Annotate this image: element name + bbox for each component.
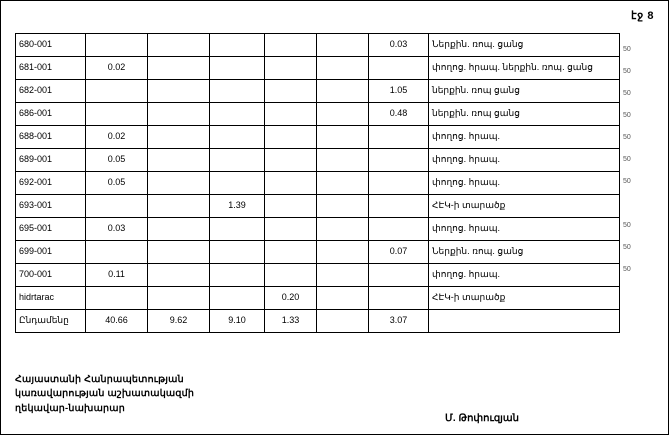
cell-code: 680-001	[16, 34, 86, 57]
cell-v6	[369, 195, 429, 218]
cell-v1	[86, 103, 148, 126]
cell-v1	[86, 241, 148, 264]
cell-v3	[210, 103, 265, 126]
land-registry-table-wrapper	[15, 33, 639, 358]
cell-v5	[317, 172, 369, 195]
cell-v4: 1.33	[265, 310, 317, 333]
cell-v3	[210, 172, 265, 195]
cell-v5	[317, 80, 369, 103]
cell-v1: 0.05	[86, 149, 148, 172]
cell-v2	[148, 264, 210, 287]
cell-v6	[369, 126, 429, 149]
cell-code: 681-001	[16, 57, 86, 80]
cell-v3	[210, 34, 265, 57]
cell-v1: 0.05	[86, 172, 148, 195]
edge-mark: 50	[623, 90, 631, 97]
cell-code: 693-001	[16, 195, 86, 218]
cell-v2	[148, 126, 210, 149]
cell-v1: 0.03	[86, 218, 148, 241]
cell-v1: 0.11	[86, 264, 148, 287]
table-row	[16, 172, 620, 195]
cell-v4	[265, 126, 317, 149]
cell-v6: 0.03	[369, 34, 429, 57]
cell-v6: 1.05	[369, 80, 429, 103]
edge-mark: 50	[623, 134, 631, 141]
cell-v4: 0.20	[265, 287, 317, 310]
cell-v6	[369, 218, 429, 241]
cell-code: 688-001	[16, 126, 86, 149]
table-row	[16, 218, 620, 241]
cell-v6	[369, 264, 429, 287]
cell-v3	[210, 287, 265, 310]
cell-code: 700-001	[16, 264, 86, 287]
cell-v5	[317, 264, 369, 287]
right-edge-marks	[623, 33, 653, 333]
cell-v6	[369, 149, 429, 172]
table-row	[16, 241, 620, 264]
cell-v2	[148, 149, 210, 172]
cell-code: 699-001	[16, 241, 86, 264]
document-footer	[15, 373, 655, 424]
cell-note: փողոց. հրապ.	[429, 172, 620, 195]
cell-code: 689-001	[16, 149, 86, 172]
cell-v5	[317, 241, 369, 264]
table-row	[16, 126, 620, 149]
signing-organization-line: Հայաստանի Հանրապետության	[15, 374, 184, 385]
land-registry-table	[15, 33, 620, 333]
cell-code: Ընդամենը	[16, 310, 86, 333]
signing-organization	[15, 373, 655, 416]
cell-v3	[210, 264, 265, 287]
cell-v5	[317, 57, 369, 80]
cell-note: փողոց. հրապ. ներքին. ռոպ. ցանց	[429, 57, 620, 80]
table-row	[16, 195, 620, 218]
cell-note: փողոց. հրապ.	[429, 218, 620, 241]
cell-v5	[317, 287, 369, 310]
table-row	[16, 149, 620, 172]
cell-v2	[148, 287, 210, 310]
cell-v2	[148, 103, 210, 126]
cell-v4	[265, 80, 317, 103]
edge-mark: 50	[623, 178, 631, 185]
cell-note	[429, 310, 620, 333]
cell-v2	[148, 195, 210, 218]
cell-note: Ներքին. ռոպ. ցանց	[429, 241, 620, 264]
cell-code: 692-001	[16, 172, 86, 195]
cell-code: hidrtarac	[16, 287, 86, 310]
cell-v1: 0.02	[86, 126, 148, 149]
cell-note: Ներքին. ռոպ. ցանց	[429, 34, 620, 57]
cell-v2	[148, 218, 210, 241]
cell-v4	[265, 103, 317, 126]
table-row	[16, 34, 620, 57]
cell-v4	[265, 172, 317, 195]
cell-code: 695-001	[16, 218, 86, 241]
cell-v3: 9.10	[210, 310, 265, 333]
cell-v4	[265, 57, 317, 80]
cell-v1	[86, 195, 148, 218]
signing-organization-line: կառավարության աշխատակազմի	[15, 388, 195, 400]
cell-v3: 1.39	[210, 195, 265, 218]
cell-note: ՀԷԿ-ի տարածք	[429, 195, 620, 218]
cell-v4	[265, 149, 317, 172]
cell-v2	[148, 34, 210, 57]
cell-note: ներքին. ռոպ ցանց	[429, 80, 620, 103]
cell-v4	[265, 264, 317, 287]
cell-v3	[210, 218, 265, 241]
cell-v2: 9.62	[148, 310, 210, 333]
cell-code: 682-001	[16, 80, 86, 103]
table-row	[16, 287, 620, 310]
cell-note: փողոց. հրապ.	[429, 264, 620, 287]
cell-v2	[148, 80, 210, 103]
cell-v2	[148, 241, 210, 264]
cell-v3	[210, 241, 265, 264]
edge-mark: 50	[623, 266, 631, 273]
cell-v5	[317, 310, 369, 333]
cell-v6: 3.07	[369, 310, 429, 333]
cell-v3	[210, 149, 265, 172]
cell-v1	[86, 80, 148, 103]
table-row	[16, 80, 620, 103]
table-row	[16, 264, 620, 287]
cell-v6	[369, 57, 429, 80]
cell-code: 686-001	[16, 103, 86, 126]
edge-mark: 50	[623, 112, 631, 119]
cell-v6	[369, 172, 429, 195]
edge-mark: 50	[623, 244, 631, 251]
cell-v2	[148, 57, 210, 80]
cell-v6	[369, 287, 429, 310]
cell-v3	[210, 80, 265, 103]
cell-v5	[317, 103, 369, 126]
cell-v4	[265, 34, 317, 57]
cell-note: փողոց. հրապ.	[429, 126, 620, 149]
cell-v5	[317, 149, 369, 172]
cell-v1	[86, 34, 148, 57]
cell-v2	[148, 172, 210, 195]
edge-mark: 50	[623, 68, 631, 75]
page-number-label: էջ 8	[631, 10, 654, 22]
cell-v6: 0.48	[369, 103, 429, 126]
edge-mark: 50	[623, 46, 631, 53]
cell-note: ներքին. ռոպ ցանց	[429, 103, 620, 126]
table-row	[16, 103, 620, 126]
table-row	[16, 57, 620, 80]
cell-v4	[265, 195, 317, 218]
cell-v3	[210, 126, 265, 149]
edge-mark: 50	[623, 222, 631, 229]
table-total-row	[16, 310, 620, 333]
cell-note: ՀԷԿ-ի տարածք	[429, 287, 620, 310]
signing-organization-line: ղեկավար-նախարար	[15, 402, 125, 414]
cell-v1: 0.02	[86, 57, 148, 80]
cell-v1	[86, 287, 148, 310]
cell-note: փողոց. հրապ.	[429, 149, 620, 172]
cell-v4	[265, 241, 317, 264]
cell-v5	[317, 34, 369, 57]
signatory-name: Մ. Թոփուզյան	[445, 413, 519, 424]
edge-mark: 50	[623, 156, 631, 163]
cell-v3	[210, 57, 265, 80]
cell-v5	[317, 218, 369, 241]
cell-v4	[265, 218, 317, 241]
cell-v6: 0.07	[369, 241, 429, 264]
table-body	[16, 34, 620, 333]
cell-v5	[317, 126, 369, 149]
cell-v5	[317, 195, 369, 218]
cell-v1: 40.66	[86, 310, 148, 333]
